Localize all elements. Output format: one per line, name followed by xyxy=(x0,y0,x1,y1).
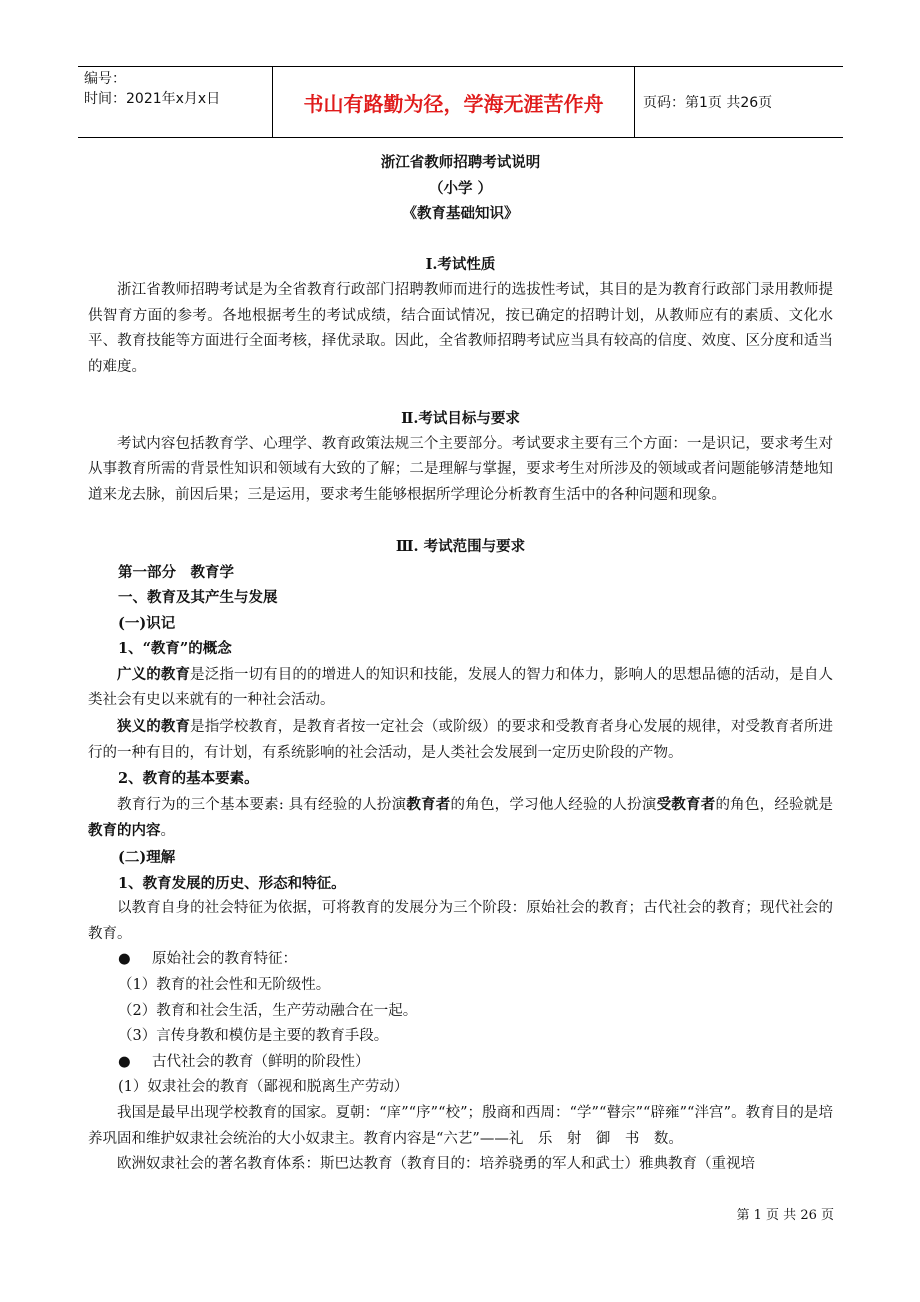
doc-title: 浙江省教师招聘考试说明 xyxy=(380,154,541,171)
elements-paragraph xyxy=(88,792,833,845)
section-heading-goals: Ⅱ.考试目标与要求 xyxy=(401,409,520,427)
primitive-item-1: （1）教育的社会性和无阶级性。 xyxy=(118,977,331,993)
page-footer: 第 1 页 共 26 页 xyxy=(736,1208,834,1223)
section-heading-scope: Ⅲ. 考试范围与要求 xyxy=(395,537,526,555)
china-paragraph: 我国是最早出现学校教育的国家。夏朝：“庠”“序”“校”；殷商和西周：“学”“瞽宗”“辟雍”“泮宫”。教育目的是培养巩固和维护奴隶社会统治的大小奴隶主。教育内容是“六艺”——礼 乐 射 御 书 数。 xyxy=(88,1104,833,1147)
primitive-item-3: （3）言传身教和模仿是主要的教育手段。 xyxy=(118,1028,389,1045)
doc-subject: 《教育基础知识》 xyxy=(402,205,519,223)
narrow-term: 狭义的教育 xyxy=(117,718,191,736)
item-concept: 1、“教育”的概念 xyxy=(118,640,232,658)
nature-paragraph: 浙江省教师招聘考试是为全省教育行政部门招聘教师而进行的选拔性考试，其目的是为教育行政部门录用教师提供智育方面的参考。各地根据考生的考试成绩，结合面试情况，按已确定的招聘计划，从教师应有的素质、文化水平、教育技能等方面进行全面考核，择优录取。因此，全省教师招聘考试应当具有较高的信度、效度、区分度和适当的难度。 xyxy=(88,281,833,375)
bullet-primitive xyxy=(88,947,833,973)
section-heading-nature: Ⅰ.考试性质 xyxy=(425,256,496,274)
ancient-label: 古代社会的教育（鲜明的阶段性） xyxy=(152,1053,370,1070)
stages-paragraph: 以教育自身的社会特征为依据，可将教育的发展分为三个阶段：原始社会的教育；古代社会的教育；现代社会的教育。 xyxy=(88,900,833,942)
motto: 书山有路勤为径，学海无涯苦作舟 xyxy=(273,67,635,137)
goals-paragraph: 考试内容包括教育学、心理学、教育政策法规三个主要部分。考试要求主要有三个方面：一是识记，要求考生对从事教育所需的背景性知识和领域有大致的了解；二是理解与掌握，要求考生对所涉及的领域或者问题能够清楚地知道来龙去脉，前因后果；三是运用，要求考生能够根据所学理论分析教育生活中的各种问题和现象。 xyxy=(88,435,833,503)
elements-text-c: 的角色，学习他人经验的人扮演 xyxy=(450,796,657,813)
item-history: 1、教育发展的历史、形态和特征。 xyxy=(118,874,346,892)
bullet-icon: ● xyxy=(118,951,131,968)
number-label: 编号： xyxy=(84,71,126,87)
narrow-definition xyxy=(88,714,833,766)
document-body xyxy=(88,150,833,1178)
broad-term: 广义的教育 xyxy=(117,665,191,683)
sub-heading-understand: (二)理解 xyxy=(118,849,176,867)
europe-paragraph: 欧洲奴隶社会的著名教育体系：斯巴达教育（教育目的：培养骁勇的军人和武士）雅典教育（重视培 xyxy=(117,1156,755,1173)
content-term: 教育的内容 xyxy=(88,822,161,840)
broad-definition xyxy=(88,662,833,714)
narrow-text: 是指学校教育，是教育者按一定社会（或阶级）的要求和受教育者身心发展的规律，对受教育者所进行的一种有目的，有计划，有系统影响的社会活动，是人类社会发展到一定历史阶段的产物。 xyxy=(88,719,834,761)
educator-term: 教育者 xyxy=(406,795,451,813)
item-elements: 2、教育的基本要素。 xyxy=(118,770,259,788)
slave-society-item: (1）奴隶社会的教育（鄙视和脱离生产劳动） xyxy=(118,1079,409,1096)
primitive-item-2: （2）教育和社会生活，生产劳动融合在一起。 xyxy=(118,1002,418,1019)
broad-text: 是泛指一切有目的的增进人的知识和技能，发展人的智力和体力，影响人的思想品德的活动，是自人类社会有史以来就有的一种社会活动。 xyxy=(88,666,834,709)
header-left-cell xyxy=(78,67,273,137)
chapter-heading: 一、教育及其产生与发展 xyxy=(118,589,278,607)
doc-level: （小学 ） xyxy=(428,179,493,197)
elements-text-g: 。 xyxy=(160,823,175,840)
primitive-label: 原始社会的教育特征： xyxy=(152,951,297,968)
sub-heading-memorize: (一)识记 xyxy=(118,614,176,632)
page-header xyxy=(78,66,843,138)
bullet-icon: ● xyxy=(118,1053,131,1070)
part-heading: 第一部分 教育学 xyxy=(118,563,234,581)
elements-text-e: 的角色，经验就是 xyxy=(715,796,833,813)
learner-term: 受教育者 xyxy=(656,795,716,813)
page-indicator: 页码：第1页 共26页 xyxy=(643,95,773,111)
bullet-ancient xyxy=(88,1050,833,1076)
elements-text-a: 教育行为的三个基本要素: 具有经验的人扮演 xyxy=(117,796,407,813)
date-text: 时间：2021年x月x日 xyxy=(84,91,221,107)
